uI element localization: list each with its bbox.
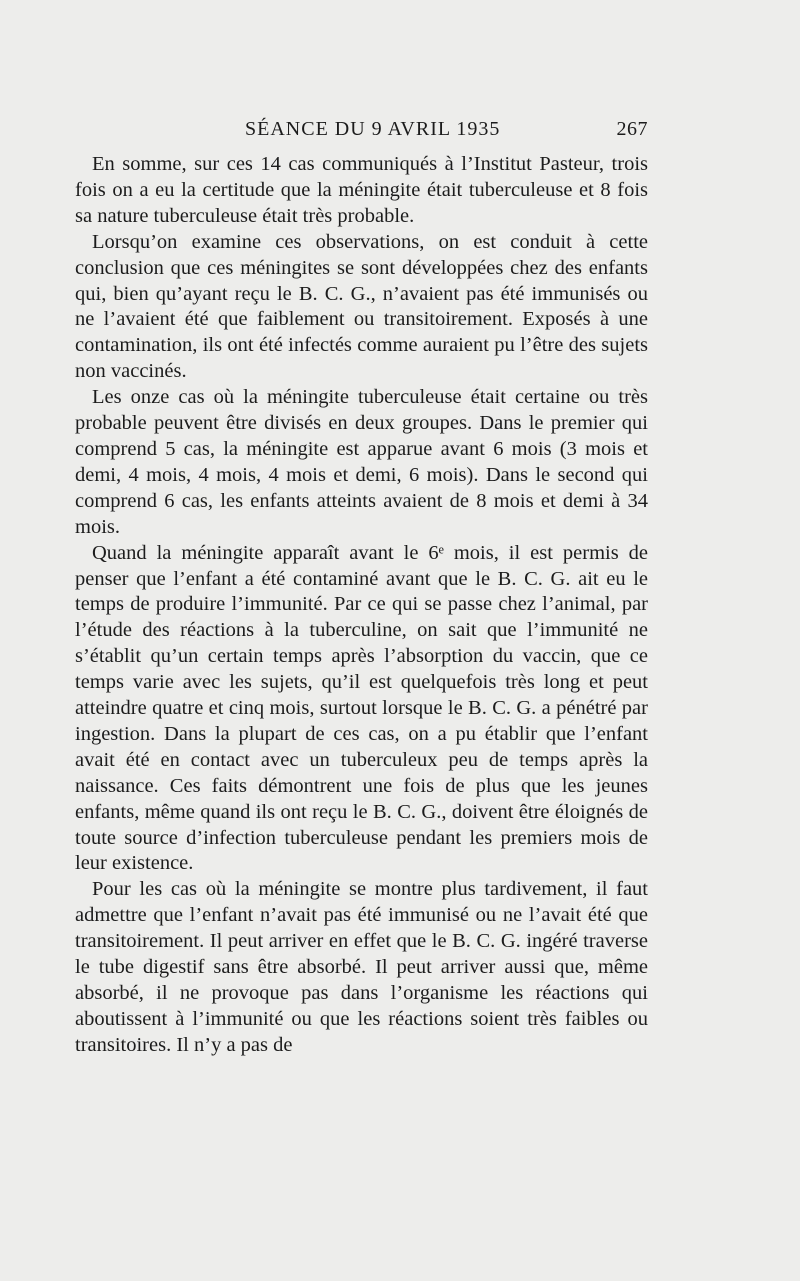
- page-number: 267: [616, 118, 648, 140]
- paragraph: En somme, sur ces 14 cas communiqués à l’Institut Pasteur, trois fois on a eu la certitude que la méningite était tuberculeuse et 8 fois sa nature tuberculeuse était très probable.: [75, 153, 648, 227]
- paragraph: Lorsqu’on examine ces observations, on est conduit à cette conclusion que ces méningites se sont développées chez des enfants qui, bien qu’ayant reçu le B. C. G., n’avaient pas été immunisés ou ne l’avaient été que faiblement ou transitoirement. Exposés à une contamination, ils ont été infectés comme auraient pu l’être des sujets non vaccinés.: [75, 230, 648, 383]
- body-text: [75, 152, 648, 1059]
- running-head: [75, 114, 648, 146]
- paragraph: Les onze cas où la méningite tuberculeuse était certaine ou très probable peuvent être divisés en deux groupes. Dans le premier qui comprend 5 cas, la méningite est apparue avant 6 mois (3 mois et demi, 4 mois, 4 mois, 4 mois et demi, 6 mois). Dans le second qui comprend 6 cas, les enfants atteints avaient de 8 mois et demi à 34 mois.: [75, 386, 648, 538]
- running-title: SÉANCE DU 9 AVRIL 1935: [245, 118, 501, 140]
- paragraph: Pour les cas où la méningite se montre plus tardivement, il faut admettre que l’enfant n’avait pas été immunisé ou ne l’avait été que transitoirement. Il peut arriver en effet que le B. C. G. ingéré traverse le tube digestif sans être absorbé. Il peut arriver aussi que, même absorbé, il ne provoque pas dans l’organisme les réactions qui aboutissent à l’immunité ou que les réactions soient très faibles ou transitoires. Il n’y a pas de: [75, 878, 648, 1056]
- paragraph: Quand la méningite apparaît avant le 6ᵉ mois, il est permis de penser que l’enfant a été contaminé avant que le B. C. G. ait eu le temps de produire l’immunité. Par ce qui se passe chez l’animal, par l’étude des réactions à la tuberculine, on sait que l’immunité ne s’établit qu’un certain temps après l’absorption du vaccin, que ce temps varie avec les sujets, qu’il est quelquefois très long et peut atteindre quatre et cinq mois, surtout lorsque le B. C. G. a pénétré par ingestion. Dans la plupart de ces cas, on a pu établir que l’enfant avait été en contact avec un tuberculeux peu de temps après la naissance. Ces faits démontrent une fois de plus que les jeunes enfants, même quand ils ont reçu le B. C. G., doivent être éloignés de toute source d’infection tuberculeuse pendant les premiers mois de leur existence.: [75, 541, 648, 875]
